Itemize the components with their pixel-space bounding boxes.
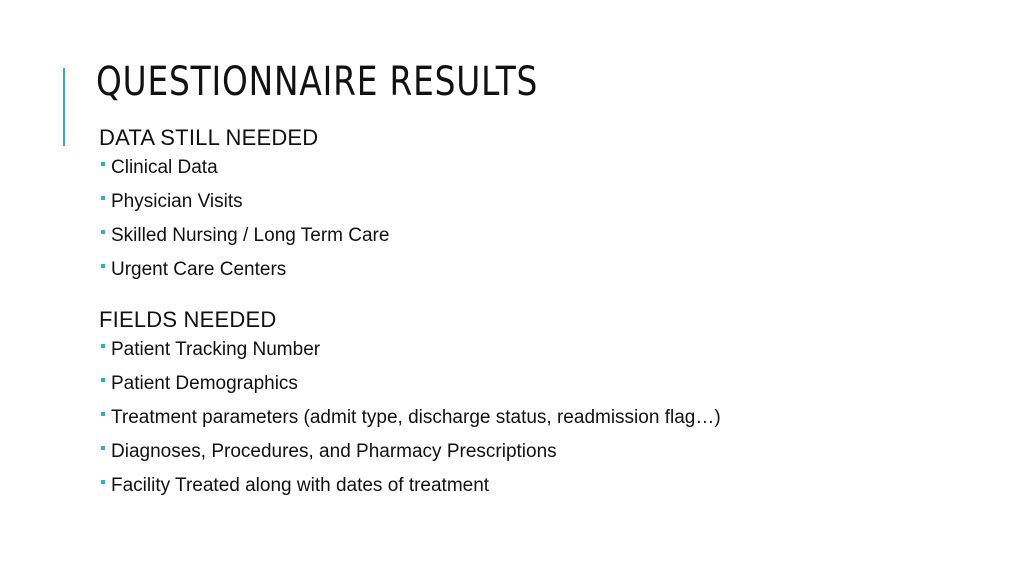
list-item-text: Patient Demographics <box>111 373 298 394</box>
list-item-text: Diagnoses, Procedures, and Pharmacy Prescriptions <box>111 441 557 462</box>
square-bullet-icon <box>101 480 105 484</box>
list-item-text: Treatment parameters (admit type, discharge status, readmission flag…) <box>111 407 721 428</box>
list-item <box>101 224 979 258</box>
list-item-text: Skilled Nursing / Long Term Care <box>111 225 390 246</box>
square-bullet-icon <box>101 264 105 268</box>
list-item <box>101 258 979 292</box>
list-item <box>101 474 979 508</box>
data-still-needed-list <box>99 156 979 292</box>
square-bullet-icon <box>101 162 105 166</box>
slide-content <box>99 124 979 508</box>
list-item-text: Urgent Care Centers <box>111 259 287 280</box>
square-bullet-icon <box>101 196 105 200</box>
square-bullet-icon <box>101 446 105 450</box>
title-accent-line <box>63 68 65 146</box>
list-item <box>101 406 979 440</box>
square-bullet-icon <box>101 378 105 382</box>
list-item <box>101 440 979 474</box>
list-item <box>101 190 979 224</box>
list-item <box>101 156 979 190</box>
list-item-text: Facility Treated along with dates of treatment <box>111 475 490 496</box>
list-item <box>101 338 979 372</box>
square-bullet-icon <box>101 230 105 234</box>
list-item-text: Clinical Data <box>111 157 218 178</box>
square-bullet-icon <box>101 412 105 416</box>
list-item <box>101 372 979 406</box>
section-heading-data-still-needed: DATA STILL NEEDED <box>99 125 319 150</box>
list-item-text: Physician Visits <box>111 191 243 212</box>
square-bullet-icon <box>101 344 105 348</box>
slide-title: QUESTIONNAIRE RESULTS <box>96 59 539 105</box>
list-item-text: Patient Tracking Number <box>111 339 321 360</box>
section-heading-fields-needed: FIELDS NEEDED <box>99 307 277 332</box>
fields-needed-list <box>99 338 979 508</box>
